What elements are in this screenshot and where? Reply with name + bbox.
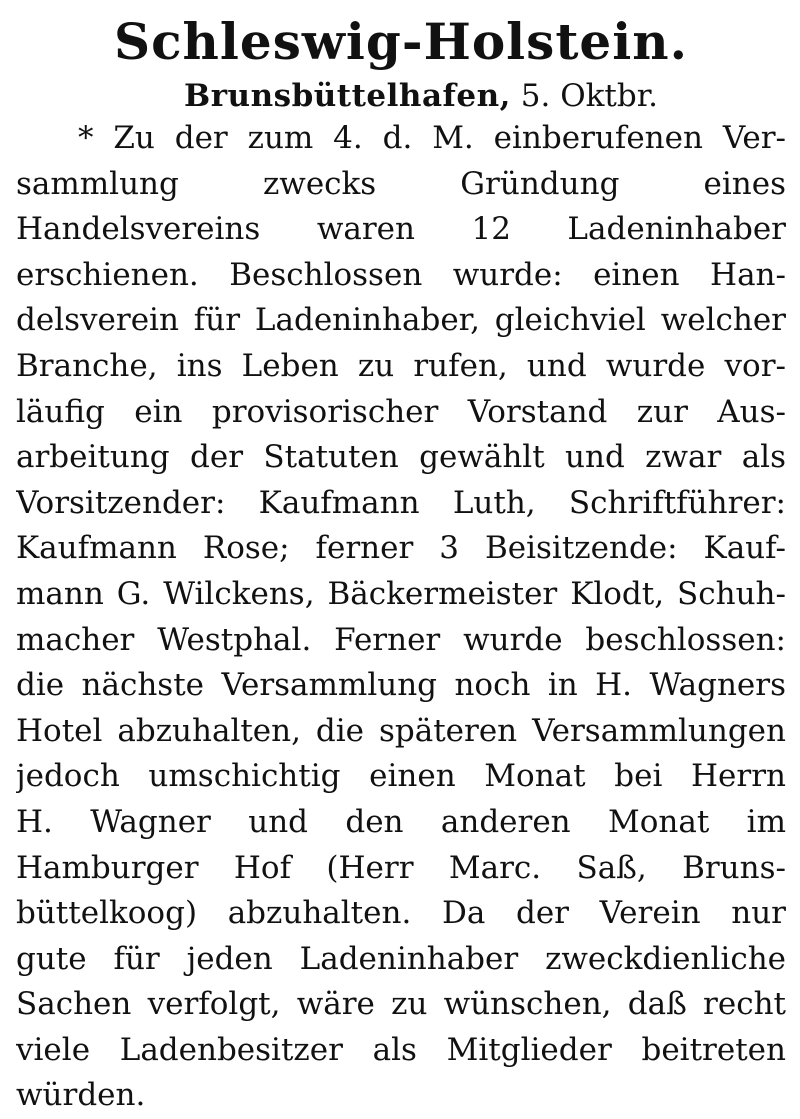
article-line: H. Wagner und den anderen Monat im — [16, 803, 786, 840]
article-line: delsverein für Ladeninhaber, gleichviel welcher — [16, 302, 786, 339]
article-line: viele Ladenbesitzer als Mitglieder beitreten — [16, 1031, 786, 1068]
article-line: Handelsvereins waren 12 Ladeninhaber — [16, 211, 786, 248]
article-line: arbeitung der Statuten gewählt und zwar als — [16, 439, 786, 476]
dateline — [16, 76, 786, 116]
headline: Schleswig-Holstein. — [113, 12, 688, 71]
article-line: würden. — [16, 1077, 146, 1114]
article-line: * Zu der zum 4. d. M. einberufenen Ver- — [78, 120, 786, 156]
article-line: Kaufmann Rose; ferner 3 Beisitzende: Kauf- — [16, 530, 786, 567]
article-line: büttelkoog) abzuhalten. Da der Verein nur — [16, 895, 786, 932]
article-line: Vorsitzender: Kaufmann Luth, Schriftführer: — [16, 484, 786, 521]
article-line: Sachen verfolgt, wäre zu wünschen, daß recht — [16, 986, 786, 1023]
article-body — [16, 116, 786, 1119]
dateline-date: 5. Oktbr. — [520, 78, 658, 114]
dateline-place: Brunsbüttelhafen, — [184, 78, 511, 114]
article-line: sammlung zwecks Gründung eines — [16, 165, 786, 202]
article-line: läufig ein provisorischer Vorstand zur Aus- — [16, 393, 786, 430]
article-line: mann G. Wilckens, Bäckermeister Klodt, Schuh- — [16, 575, 786, 612]
article-line: jedoch umschichtig einen Monat bei Herrn — [16, 758, 786, 795]
article-line: die nächste Versammlung noch in H. Wagners — [16, 667, 786, 704]
article-line: Hamburger Hof (Herr Marc. Saß, Bruns- — [16, 849, 786, 886]
article-line: erschienen. Beschlossen wurde: einen Han- — [16, 256, 786, 293]
article-line: Hotel abzuhalten, die späteren Versammlungen — [16, 712, 786, 749]
article-line: Branche, ins Leben zu rufen, und wurde vor- — [16, 347, 786, 384]
article-line: macher Westphal. Ferner wurde beschlossen: — [16, 621, 786, 658]
article-line: gute für jeden Ladeninhaber zweckdienliche — [16, 940, 786, 977]
